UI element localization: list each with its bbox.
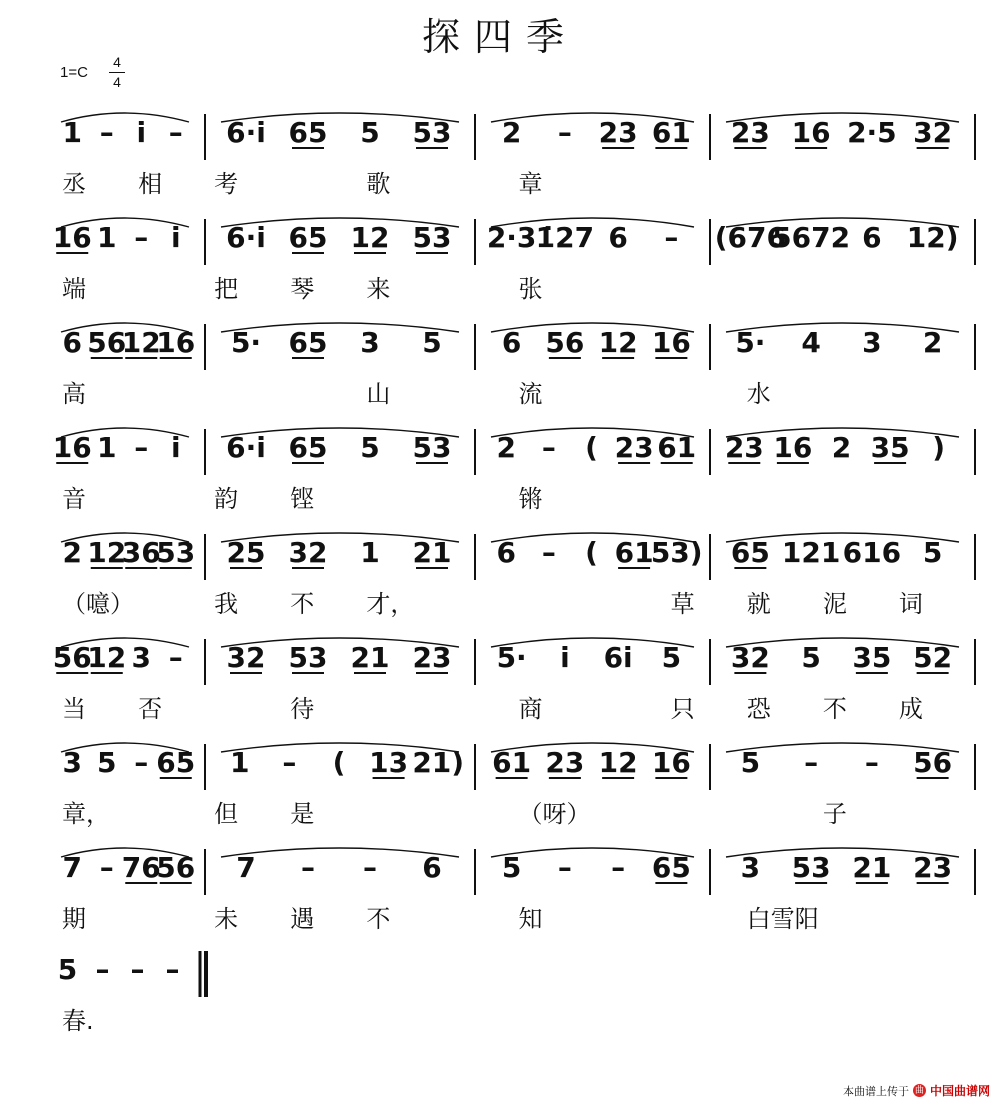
note: 65 <box>156 746 196 779</box>
note: – <box>804 746 819 779</box>
note: 32 <box>288 536 328 569</box>
note: 2·3 <box>486 221 537 254</box>
note: 3 <box>131 641 151 674</box>
note: 2 <box>831 431 852 464</box>
note: – <box>557 851 572 884</box>
note: 61 <box>492 746 532 779</box>
lyric: 考 <box>214 170 239 198</box>
note: 35 <box>870 431 910 464</box>
note: – <box>541 431 556 464</box>
note: ) <box>932 431 946 464</box>
note: i <box>170 221 181 254</box>
lyric: 丞 <box>62 170 86 198</box>
lyric: 山 <box>366 380 391 408</box>
note: i <box>560 641 570 674</box>
lyric: 端 <box>62 275 86 303</box>
lyric: 只 <box>670 695 695 723</box>
note: 32 <box>226 641 266 674</box>
lyric: 铿 <box>290 485 315 513</box>
note: 12 <box>87 536 127 569</box>
note: 23 <box>412 641 452 674</box>
note: 61 <box>614 536 654 569</box>
note: 61 <box>651 116 691 149</box>
lyric: 锵 <box>518 485 543 513</box>
footer-text: 本曲谱上传于 <box>842 1085 909 1098</box>
note: – <box>134 221 149 254</box>
note: 53 <box>412 116 452 149</box>
note: 6·i <box>226 116 266 149</box>
note: 3 <box>862 326 882 359</box>
lyric: 相 <box>138 170 163 198</box>
note: – <box>864 746 879 779</box>
lyric: 水 <box>746 380 771 408</box>
note: 5· <box>230 326 262 359</box>
note: 16 <box>52 431 92 464</box>
time-signature-top: 4 <box>113 54 121 70</box>
note: 56 <box>156 851 196 884</box>
note: 2 <box>62 536 82 569</box>
note: 5 <box>57 953 78 986</box>
note: 13 <box>369 746 409 779</box>
note: 2 <box>501 116 522 149</box>
note: 5 <box>922 536 943 569</box>
note: 23 <box>598 116 638 149</box>
time-signature-bottom: 4 <box>113 74 121 90</box>
lyric: 歌 <box>366 170 391 198</box>
note: – <box>168 116 183 149</box>
note: 5 <box>360 431 380 464</box>
lyric: 草 <box>670 590 695 618</box>
note: 32 <box>913 116 953 149</box>
note: 5· <box>496 641 527 674</box>
note: – <box>541 536 556 569</box>
note: – <box>664 221 679 254</box>
lyric: 章， <box>62 800 110 828</box>
note: 616 <box>842 536 902 569</box>
note: 5 <box>422 326 442 359</box>
note: 21 <box>350 641 390 674</box>
note: 23 <box>730 116 770 149</box>
note: 21 <box>412 536 452 569</box>
lyric: 章 <box>518 170 543 198</box>
note: 16 <box>651 326 691 359</box>
note: 12 <box>598 746 638 779</box>
note: 3 <box>740 851 761 884</box>
note: – <box>134 431 149 464</box>
note: 35 <box>852 641 892 674</box>
note: 16 <box>651 746 691 779</box>
note: – <box>282 746 297 779</box>
note: ( <box>332 746 346 779</box>
note: 12 <box>350 221 390 254</box>
note: – <box>363 851 377 884</box>
note: 12) <box>906 221 959 254</box>
note: 23 <box>913 851 953 884</box>
note: i <box>136 116 147 149</box>
note: 65 <box>288 116 328 149</box>
note: 36 <box>121 536 161 569</box>
note: 5 <box>801 641 821 674</box>
lyric: 春. <box>62 1007 94 1035</box>
note: 16 <box>52 221 92 254</box>
lyric: 商 <box>518 695 543 723</box>
note: – <box>99 851 114 884</box>
note: 52 <box>913 641 953 674</box>
lyric: 不 <box>366 905 391 933</box>
lyric: 期 <box>62 905 86 933</box>
note: 23 <box>724 431 764 464</box>
note: 53 <box>156 536 196 569</box>
note: 2·5 <box>847 116 897 149</box>
note: – <box>301 851 315 884</box>
site-logo-icon: 曲 <box>914 1085 924 1095</box>
note: 25 <box>226 536 266 569</box>
title: 探四季 <box>421 15 578 59</box>
lyric: 才， <box>366 590 415 618</box>
note: 12 <box>598 326 638 359</box>
lyric: 流 <box>518 380 543 408</box>
note: 56 <box>52 641 92 674</box>
note: 65 <box>288 326 328 359</box>
note: 1 <box>62 116 82 149</box>
note: 21) <box>412 746 465 779</box>
lyric: 琴 <box>290 275 315 303</box>
note: 6 <box>862 221 882 254</box>
lyric: 就 <box>746 590 771 618</box>
note: 6i <box>603 641 633 674</box>
note: 61 <box>657 431 697 464</box>
note: – <box>99 116 114 149</box>
lyric: 词 <box>898 590 923 618</box>
note: 2 <box>922 326 943 359</box>
note: 56 <box>545 326 585 359</box>
lyric: 来 <box>366 275 391 303</box>
note: 53) <box>650 536 703 569</box>
note: 65 <box>730 536 770 569</box>
note: 53 <box>791 851 831 884</box>
note: 53 <box>412 221 452 254</box>
lyric: 白雪阳 <box>746 905 819 933</box>
lyric: 把 <box>214 275 239 303</box>
note: 1 <box>360 536 380 569</box>
note: 7 <box>62 851 82 884</box>
lyric: 泥 <box>822 590 847 618</box>
note: 56 <box>913 746 953 779</box>
note: 2 <box>496 431 517 464</box>
lyric: 未 <box>214 905 239 933</box>
lyric: 韵 <box>214 485 239 513</box>
note: 121 <box>781 536 841 569</box>
note: 5· <box>735 326 766 359</box>
lyric: 成 <box>898 695 923 723</box>
lyric: 是 <box>290 800 315 828</box>
lyric: （噫） <box>62 590 134 618</box>
note: 5672 <box>772 221 851 254</box>
note: 16 <box>773 431 813 464</box>
lyric: 待 <box>290 695 315 723</box>
note: 6 <box>496 536 517 569</box>
note: (676 <box>714 221 786 254</box>
note: 53 <box>288 641 328 674</box>
note: 1 <box>230 746 250 779</box>
lyric: （呀） <box>518 800 591 828</box>
lyric: 不 <box>822 695 847 723</box>
lyric: 高 <box>62 380 86 408</box>
note: 5 <box>501 851 522 884</box>
lyric: 但 <box>214 800 239 828</box>
note: 5 <box>740 746 761 779</box>
note: – <box>168 641 183 674</box>
note: 65 <box>651 851 691 884</box>
note: – <box>134 746 149 779</box>
footer <box>843 1082 990 1099</box>
note: 5 <box>97 746 117 779</box>
note: ( <box>585 431 598 464</box>
note: 65 <box>288 221 328 254</box>
lyric: 当 <box>62 695 86 723</box>
note: 5 <box>360 116 380 149</box>
key-signature: 1=C <box>60 64 88 81</box>
note: 6·i <box>226 431 266 464</box>
note: 3 <box>360 326 380 359</box>
note: 56 <box>87 326 127 359</box>
note: – <box>557 116 572 149</box>
note: 53 <box>412 431 452 464</box>
lyric: 遇 <box>290 905 315 933</box>
lyric: 不 <box>290 590 315 618</box>
note: ( <box>585 536 598 569</box>
lyric: 张 <box>518 275 543 303</box>
note: 12 <box>121 326 161 359</box>
note: 16 <box>791 116 831 149</box>
note: – <box>95 953 110 986</box>
lyric: 恐 <box>746 695 771 723</box>
lyric: 子 <box>822 800 847 828</box>
lyric: 知 <box>518 905 543 933</box>
lyric: 音 <box>62 485 86 513</box>
note: 76 <box>121 851 161 884</box>
note: – <box>130 953 145 986</box>
footer-site: 中国曲谱网 <box>929 1084 990 1098</box>
note: 65 <box>288 431 328 464</box>
note: 21 <box>852 851 892 884</box>
note: 1 <box>97 431 117 464</box>
note: 6 <box>501 326 522 359</box>
note: 23 <box>614 431 654 464</box>
note: 3 <box>62 746 82 779</box>
note: 23 <box>545 746 585 779</box>
lyric: 我 <box>214 590 239 618</box>
lyric: 否 <box>138 695 163 723</box>
note: 6 <box>608 221 628 254</box>
note: 4 <box>801 326 821 359</box>
note: 1 <box>97 221 117 254</box>
note: 1̇27 <box>535 221 595 254</box>
note: – <box>611 851 626 884</box>
note: 16 <box>156 326 196 359</box>
note: 12 <box>87 641 127 674</box>
note: 6 <box>62 326 82 359</box>
note: – <box>165 953 180 986</box>
note: 7 <box>236 851 256 884</box>
note: i <box>170 431 181 464</box>
note: 5 <box>661 641 682 674</box>
note: 6·i <box>226 221 266 254</box>
note: 32 <box>730 641 770 674</box>
note: 6 <box>422 851 442 884</box>
